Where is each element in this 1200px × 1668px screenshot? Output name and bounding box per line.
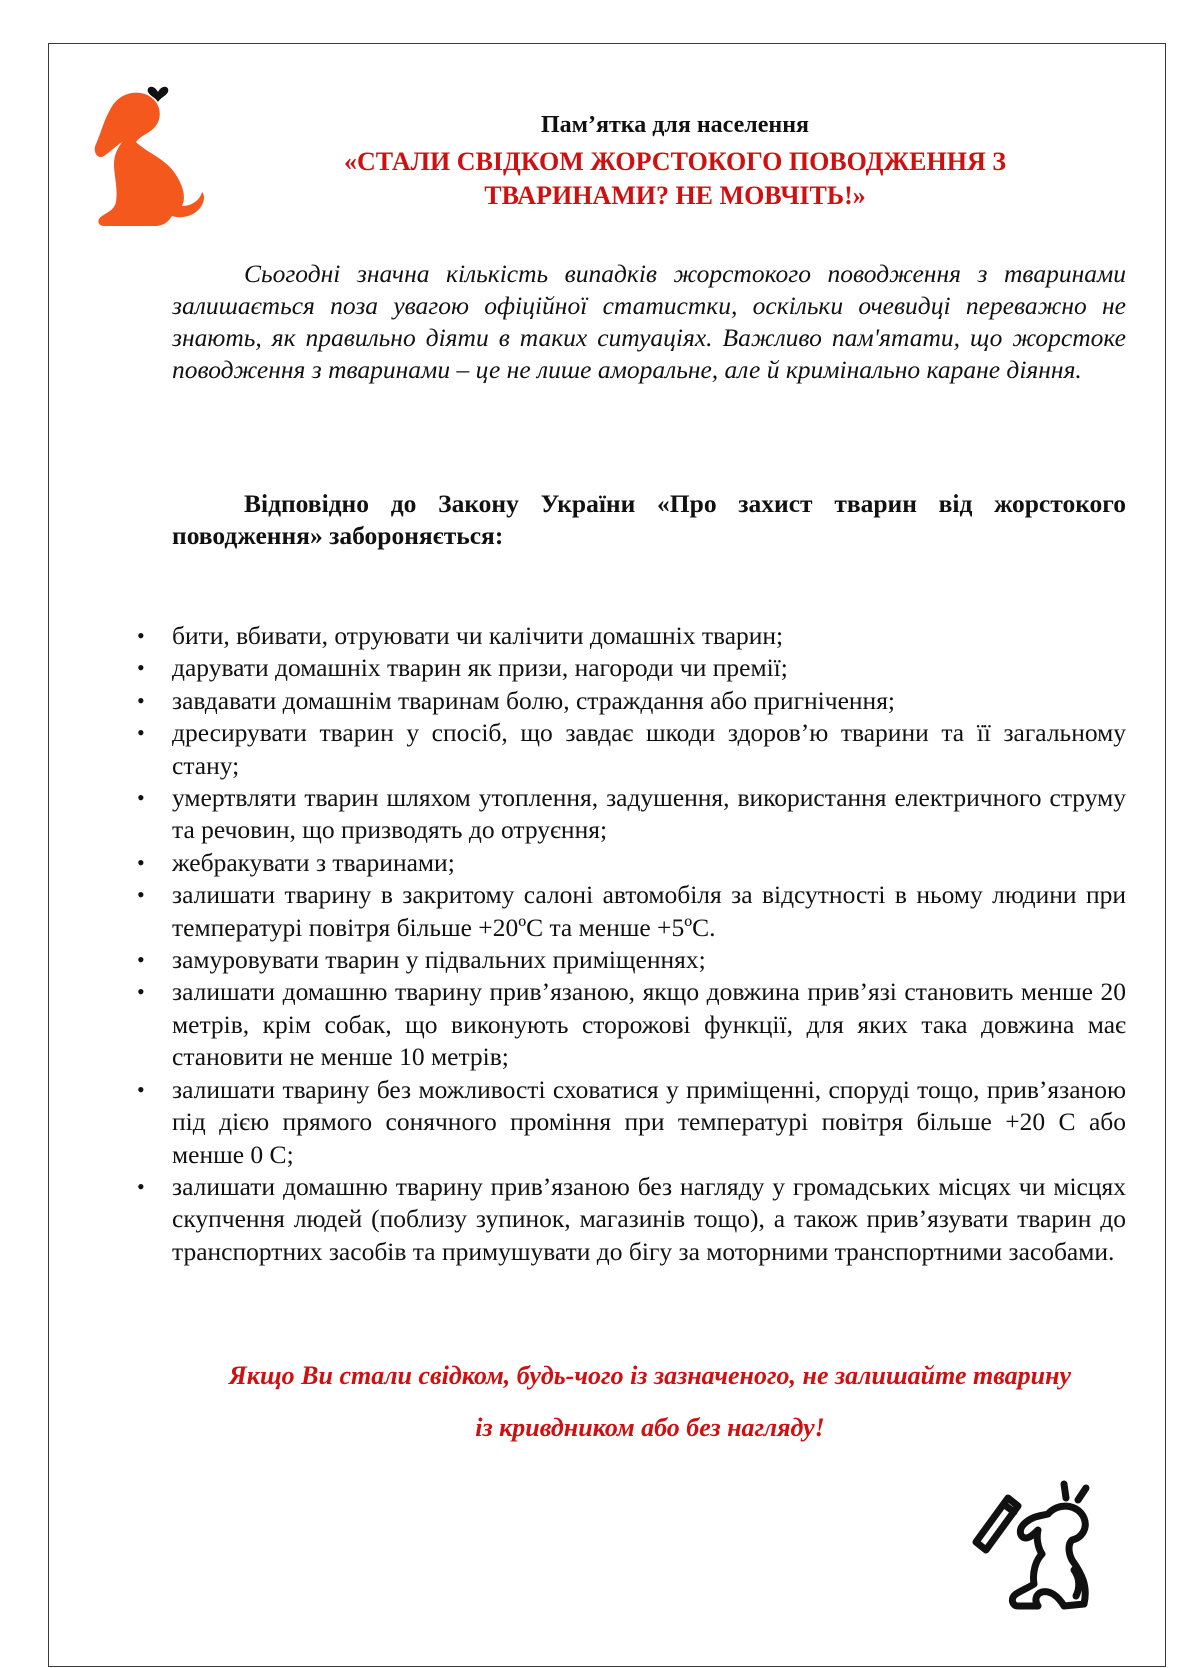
list-item: • замуровувати тварин у підвальних приміщеннях; (172, 944, 1126, 976)
list-item: • бити, вбивати, отруювати чи калічити домашніх тварин; (172, 620, 1126, 652)
list-item: • жебракувати з тваринами; (172, 847, 1126, 879)
list-item: • залишати домашню тварину прив’язаною, якщо довжина прив’язі становить менше 20 метрів, крім собак, що виконують сторожові функції, для яких така довжина має становити не менше 10 метрів; (172, 976, 1126, 1073)
law-heading: Відповідно до Закону України «Про захист тварин від жорстокого поводження» забороняється: (172, 489, 1126, 550)
page-title: Пам’ятка для населення (540, 112, 810, 138)
list-item: • залишати тварину в закритому салоні автомобіля за відсутності в ньому людини при температурі повітря більше +20ºС та менше +5ºС. (172, 879, 1126, 944)
intro-paragraph: Сьогодні значна кількість випадків жорстокого поводження з тваринами залишається поза увагою офіційної статистки, оскільки очевидці переважно не знають, як правильно діяти в таких ситуаціях. Важливо пам'ятати, що жорстоке поводження з тваринами – це не лише аморальне, але й кримінально каране діяння. (172, 259, 1126, 384)
list-item: • завдавати домашнім тваринам болю, страждання або пригнічення; (172, 685, 1126, 717)
prohibitions-list (172, 620, 1126, 1268)
slogan-line-1: «СТАЛИ СВІДКОМ ЖОРСТОКОГО ПОВОДЖЕННЯ З (344, 147, 1006, 176)
list-item: • залишати тварину без можливості сховатися у приміщенні, споруді тощо, прив’язаною під дією прямого сонячного проміння при температурі повітря більше +20 С або менше 0 С; (172, 1074, 1126, 1171)
warning-line-2: із кривдником або без нагляду! (475, 1413, 825, 1442)
list-item: • дресирувати тварин у спосіб, що завдає шкоди здоров’ю тварини та її загальному стану; (172, 717, 1126, 782)
slogan (175, 145, 1175, 213)
list-item: • залишати домашню тварину прив’язаною без нагляду у громадських місцях чи місцях скупчення людей (поблизу зупинок, магазинів тощо), а також прив’язувати тварин до транспортних засобів та примушувати до бігу за моторними транспортними засобами. (172, 1171, 1126, 1268)
slogan-line-2: ТВАРИНАМИ? НЕ МОВЧІТЬ!» (484, 181, 866, 210)
warning-message (150, 1350, 1150, 1454)
list-item: • умертвляти тварин шляхом утоплення, задушення, використання електричного струму та речовин, що призводять до отруєння; (172, 782, 1126, 847)
warning-line-1: Якщо Ви стали свідком, будь-чого із зазначеного, не залишайте тварину (228, 1361, 1072, 1390)
list-item: • дарувати домашніх тварин як призи, нагороди чи премії; (172, 652, 1126, 684)
dog-and-stick-icon (968, 1468, 1108, 1628)
